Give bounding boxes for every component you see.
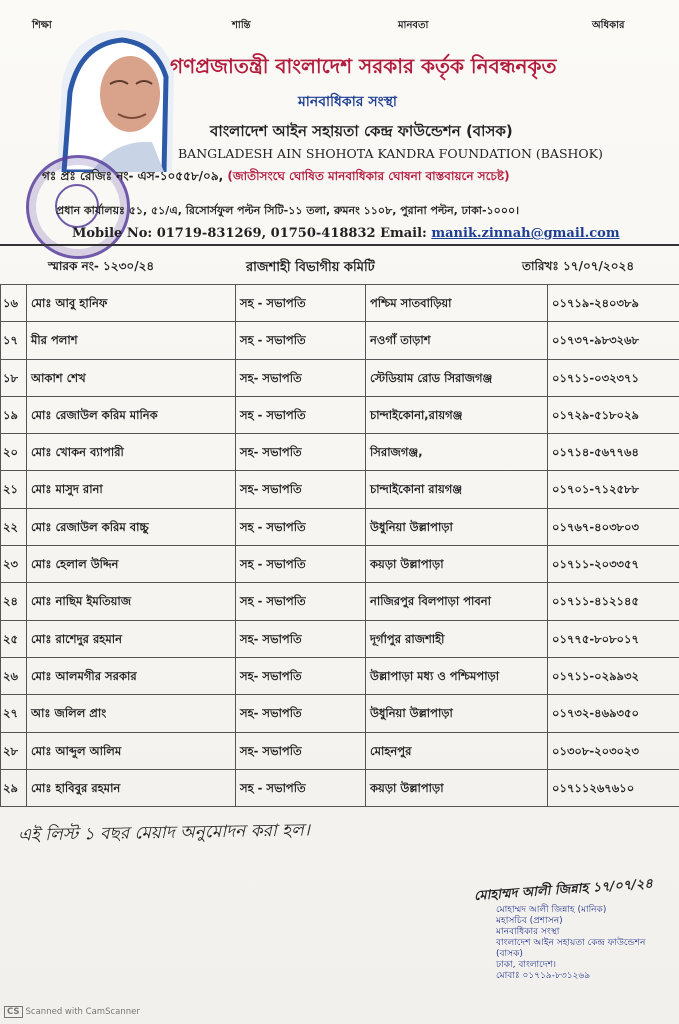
designation-cell: সহ- সভাপতি — [236, 657, 366, 694]
phone-cell: ০১৭২৯-৫১৮০২৯ — [548, 396, 679, 433]
designation-cell: সহ - সভাপতি — [236, 396, 366, 433]
phone-cell: ০১৭১১-০৩২৩৭১ — [548, 359, 679, 396]
name-cell: মোঃ মাসুদ রানা — [27, 471, 236, 508]
name-cell: মোঃ হেলাল উদ্দিন — [27, 546, 236, 583]
serial-cell: ১৯ — [1, 396, 27, 433]
address-cell: চান্দাইকোনা রায়গঞ্জ — [366, 471, 548, 508]
portrait-image — [52, 22, 180, 172]
name-cell: আঃ জলিল প্রাং — [27, 695, 236, 732]
name-cell: মোঃ রেজাউল করিম বাচ্চু — [27, 508, 236, 545]
name-cell: মোঃ আব্দুল আলিম — [27, 732, 236, 769]
phone-cell: ০১৭১১-০২৯৯৩২ — [548, 657, 679, 694]
address-cell: দূর্গাপুর রাজশাহী — [366, 620, 548, 657]
member-table — [0, 284, 679, 807]
address-cell: সিরাজগঞ্জ, — [366, 434, 548, 471]
designation-cell: সহ- সভাপতি — [236, 732, 366, 769]
designation-cell: সহ - সভাপতি — [236, 285, 366, 322]
designation-cell: সহ- সভাপতি — [236, 471, 366, 508]
table-row — [1, 322, 679, 359]
header-divider — [0, 244, 679, 246]
head-office-address: প্রধান কার্যালয়ঃ ৫১, ৫১/এ, রিসোর্সফুল পল্টন সিটি-১১ তলা, রুমনং ১১০৮, পুরানা পল্টন, ঢাকা-১০০০। — [56, 204, 520, 217]
org-name-bangla: বাংলাদেশ আইন সহায়তা কেন্দ্র ফাউন্ডেশন (বাসক) — [210, 122, 513, 140]
designation-cell: সহ- সভাপতি — [236, 620, 366, 657]
phone-cell: ০১৭১১-৪১২১৪৫ — [548, 583, 679, 620]
scanner-text: Scanned with CamScanner — [25, 1007, 140, 1017]
registration-line — [42, 168, 510, 188]
serial-cell: ২৭ — [1, 695, 27, 732]
table-row — [1, 620, 679, 657]
name-cell: মোঃ রেজাউল করিম মানিক — [27, 396, 236, 433]
phone-cell: ০১৭৬৭-৪০৩৮০৩ — [548, 508, 679, 545]
serial-cell: ২০ — [1, 434, 27, 471]
table-row — [1, 471, 679, 508]
table-row — [1, 583, 679, 620]
registration-number: গঃ প্রঃ রেজিঃ নং- এস-১০৫৫৮/০৯, — [42, 169, 224, 183]
stamp-line: মানবাধিকার সংস্থা — [496, 927, 560, 937]
serial-cell: ১৬ — [1, 285, 27, 322]
designation-cell: সহ - সভাপতি — [236, 769, 366, 806]
registration-title: গণপ্রজাতন্ত্রী বাংলাদেশ সরকার কর্তৃক নিবন্ধনকৃত — [170, 54, 557, 78]
contact-line — [72, 226, 620, 241]
table-row — [1, 546, 679, 583]
memo-reference: স্মারক নং- ১২৩০/২৪ — [48, 259, 155, 273]
table-row — [1, 695, 679, 732]
name-cell: মীর পলাশ — [27, 322, 236, 359]
address-cell: উল্লাপাড়া মধ্য ও পশ্চিমপাড়া — [366, 657, 548, 694]
address-cell: চান্দাইকোনা,রায়গঞ্জ — [366, 396, 548, 433]
table-row — [1, 769, 679, 806]
address-cell: উধুনিয়া উল্লাপাড়া — [366, 508, 548, 545]
serial-cell: ২৬ — [1, 657, 27, 694]
handwritten-approval-note: এই লিস্ট ১ বছর মেয়াদ অনুমোদন করা হল। — [17, 820, 311, 846]
signature-scribble: মোহাম্মদ আলী জিন্নাহ ১৭/০৭/২৪ — [473, 876, 654, 904]
stamp-line: বাংলাদেশ আইন সহায়তা কেন্দ্র ফাউন্ডেশন (বাসক) — [496, 938, 646, 959]
stamp-line: মোহাম্মদ আলী জিন্নাহ (মানিক) — [496, 905, 607, 915]
name-cell: মোঃ নাছিম ইমতিয়াজ — [27, 583, 236, 620]
phone-cell: ০১৭১১২৬৭৬১০ — [548, 769, 679, 806]
table-row — [1, 732, 679, 769]
designation-cell: সহ - সভাপতি — [236, 322, 366, 359]
name-cell: মোঃ খোকন ব্যাপারী — [27, 434, 236, 471]
table-row — [1, 657, 679, 694]
signature-block — [473, 876, 674, 982]
address-cell: নওগাঁ তাড়াশ — [366, 322, 548, 359]
phone-cell: ০১৭০১-৭১২৫৮৮ — [548, 471, 679, 508]
designation-cell: সহ - সভাপতি — [236, 583, 366, 620]
motto-word: শিক্ষা — [32, 20, 52, 31]
designation-cell: সহ - সভাপতি — [236, 546, 366, 583]
table-row — [1, 359, 679, 396]
name-cell: মোঃ আলমগীর সরকার — [27, 657, 236, 694]
designation-cell: সহ- সভাপতি — [236, 695, 366, 732]
scanner-watermark — [4, 1006, 140, 1018]
motto-word: মানবতা — [398, 20, 429, 31]
stamp-line: মোবাঃ ০১৭১৯-৮৩১২৬৯ — [496, 971, 591, 981]
serial-cell: ২২ — [1, 508, 27, 545]
org-type: মানবাধিকার সংস্থা — [298, 94, 397, 110]
phone-cell: ০১৭৩৭-৯৮৩২৬৮ — [548, 322, 679, 359]
camscanner-logo-icon: CS — [4, 1006, 23, 1018]
name-cell: মোঃ আবু হানিফ — [27, 285, 236, 322]
address-cell: কয়ড়া উল্লাপাড়া — [366, 769, 548, 806]
motto-word: শান্তি — [232, 20, 251, 31]
email-link[interactable]: manik.zinnah@gmail.com — [431, 226, 620, 241]
phone-cell: ০১৭৭৫-৮০৮০১৭ — [548, 620, 679, 657]
table-row — [1, 508, 679, 545]
serial-cell: ২৫ — [1, 620, 27, 657]
serial-cell: ১৭ — [1, 322, 27, 359]
phone-cell: ০১৩০৮-২০৩০২৩ — [548, 732, 679, 769]
name-cell: আকাশ শেখ — [27, 359, 236, 396]
address-cell: পশ্চিম সাতবাড়িয়া — [366, 285, 548, 322]
designation-cell: সহ - সভাপতি — [236, 508, 366, 545]
phone-cell: ০১৭১৪-৫৬৭৭৬৪ — [548, 434, 679, 471]
committee-title: রাজশাহী বিভাগীয় কমিটি — [246, 260, 375, 275]
address-cell: কয়ড়া উল্লাপাড়া — [366, 546, 548, 583]
signature-stamp — [496, 905, 674, 982]
address-cell: উধুনিয়া উল্লাপাড়া — [366, 695, 548, 732]
stamp-line: ঢাকা, বাংলাদেশ। — [496, 960, 557, 970]
motto-word: অধিকার — [592, 20, 625, 31]
designation-cell: সহ- সভাপতি — [236, 434, 366, 471]
registration-note: (জাতীসংঘে ঘোষিত মানবাধিকার ঘোষনা বাস্তবায়নে সচেষ্ট) — [227, 169, 510, 183]
table-row — [1, 434, 679, 471]
serial-cell: ২৯ — [1, 769, 27, 806]
org-name-english: BANGLADESH AIN SHOHOTA KANDRA FOUNDATION (BASHOK) — [178, 146, 603, 161]
stamp-line: মহাসচিব (প্রশাসন) — [496, 916, 563, 926]
phone-cell: ০১৭৩২-৪৬৯৩৫০ — [548, 695, 679, 732]
serial-cell: ২৮ — [1, 732, 27, 769]
designation-cell: সহ- সভাপতি — [236, 359, 366, 396]
mobile-numbers: Mobile No: 01719-831269, 01750-418832 Email: — [72, 226, 427, 241]
serial-cell: ২৩ — [1, 546, 27, 583]
address-cell: স্টেডিয়াম রোড সিরাজগঞ্জ — [366, 359, 548, 396]
phone-cell: ০১৭১৯-২৪০৩৮৯ — [548, 285, 679, 322]
table-row — [1, 285, 679, 322]
serial-cell: ২১ — [1, 471, 27, 508]
name-cell: মোঃ হাবিবুর রহমান — [27, 769, 236, 806]
serial-cell: ২৪ — [1, 583, 27, 620]
table-row — [1, 396, 679, 433]
name-cell: মোঃ রাশেদুর রহমান — [27, 620, 236, 657]
phone-cell: ০১৭১১-২০৩৩৫৭ — [548, 546, 679, 583]
serial-cell: ১৮ — [1, 359, 27, 396]
memo-date: তারিখঃ ১৭/০৭/২০২৪ — [522, 259, 635, 273]
address-cell: মোহনপুর — [366, 732, 548, 769]
address-cell: নাজিরপুর বিলপাড়া পাবনা — [366, 583, 548, 620]
